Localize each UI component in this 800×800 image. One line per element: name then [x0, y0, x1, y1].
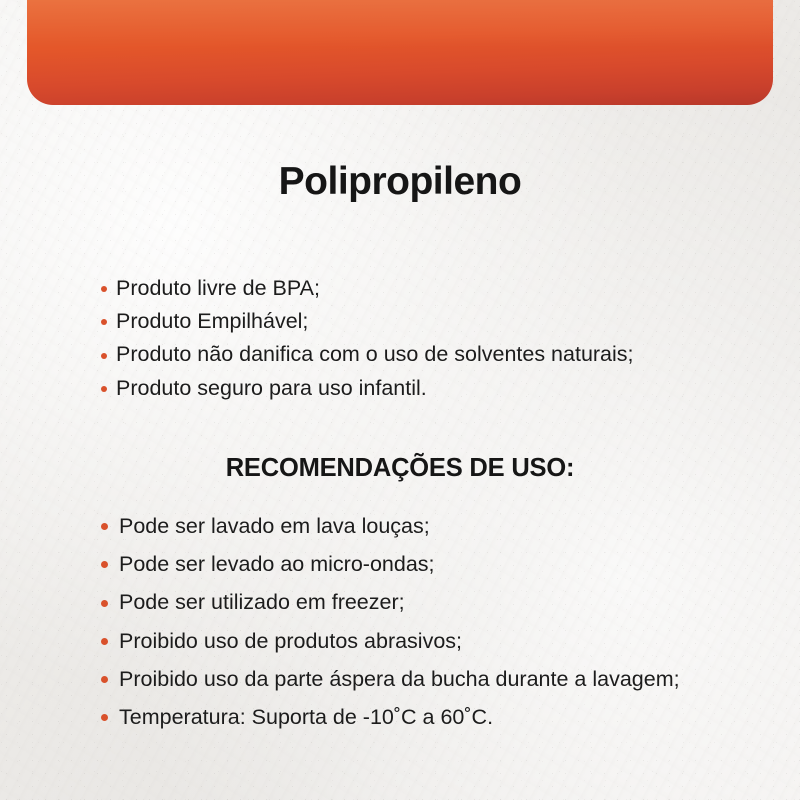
bullet-icon — [101, 561, 108, 568]
list-item — [101, 341, 800, 367]
list-item — [101, 666, 719, 692]
bullet-icon — [101, 600, 108, 607]
recommendations-heading: RECOMENDAÇÕES DE USO: — [225, 453, 575, 482]
bullet-icon — [101, 286, 107, 292]
list-item-label: Pode ser lavado em lava louças; — [119, 513, 430, 538]
list-item — [101, 589, 719, 615]
list-item — [101, 704, 719, 730]
bullet-icon — [101, 638, 108, 645]
list-item-label: Pode ser utilizado em freezer; — [119, 590, 405, 615]
recommendations-list — [0, 513, 800, 730]
list-item — [101, 628, 719, 654]
list-item-label: Produto não danifica com o uso de solventes naturais; — [116, 342, 634, 367]
list-item — [101, 513, 719, 539]
top-banner — [27, 0, 773, 105]
page-title: Polipropileno — [278, 160, 522, 203]
list-item-label: Produto livre de BPA; — [116, 276, 320, 300]
list-item-label: Produto Empilhável; — [116, 309, 309, 334]
list-item — [101, 375, 800, 401]
list-item — [101, 275, 800, 301]
content-area — [0, 105, 800, 742]
bullet-icon — [101, 676, 108, 683]
bullet-icon — [101, 319, 107, 325]
list-item — [101, 551, 719, 577]
list-item-label: Proibido uso da parte áspera da bucha durante a lavagem; — [119, 666, 680, 691]
bullet-icon — [101, 523, 108, 530]
bullet-icon — [101, 386, 107, 392]
bullet-icon — [101, 353, 107, 359]
list-item-label: Pode ser levado ao micro-ondas; — [119, 552, 435, 577]
bullet-icon — [101, 714, 108, 721]
list-item-label: Temperatura: Suporta de -10˚C a 60˚C. — [119, 704, 494, 729]
features-list — [0, 275, 800, 401]
list-item-label: Proibido uso de produtos abrasivos; — [119, 628, 463, 653]
list-item — [101, 308, 800, 334]
list-item-label: Produto seguro para uso infantil. — [116, 375, 427, 400]
